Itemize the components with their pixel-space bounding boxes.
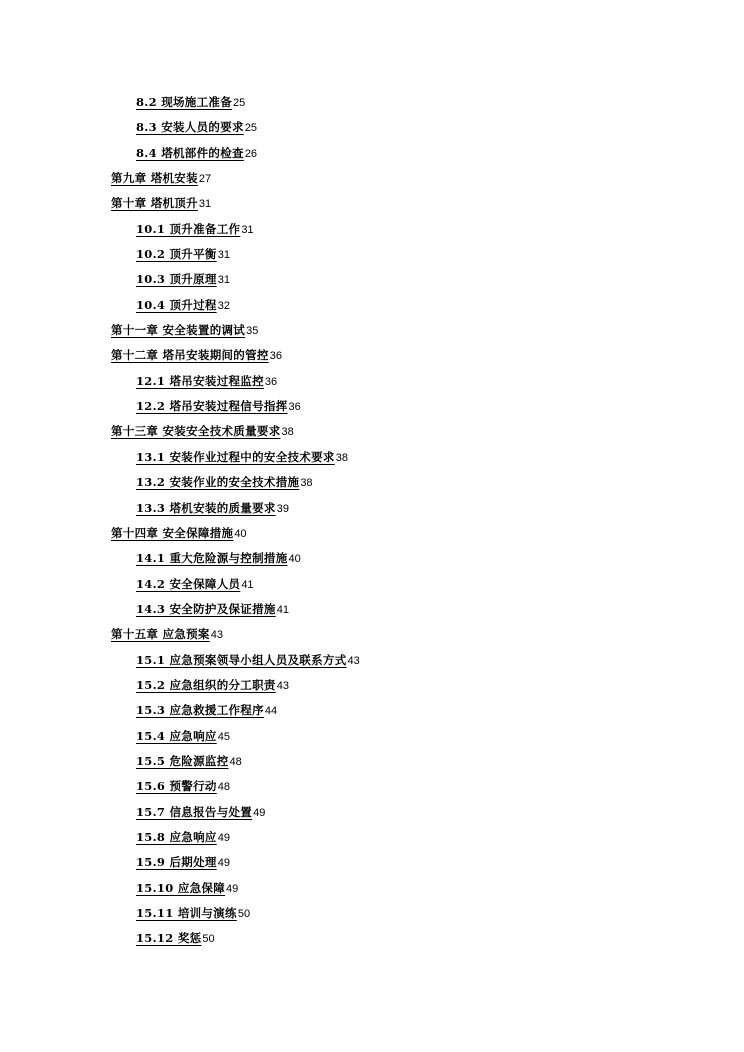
toc-page-number: 36	[264, 375, 278, 388]
toc-page-number: 49	[253, 806, 266, 819]
toc-entry-title: 13.3 塔机安装的质量要求	[136, 500, 276, 515]
toc-page-number: 48	[229, 755, 242, 768]
toc-entry-title: 10.2 顶升平衡	[136, 247, 217, 262]
toc-entry-title: 10.4 顶升过程	[136, 297, 217, 312]
toc-section-link[interactable]	[0, 599, 744, 624]
toc-section-link[interactable]	[0, 244, 744, 269]
toc-section-link[interactable]	[0, 143, 744, 168]
toc-section-link[interactable]	[0, 650, 744, 675]
toc-entry-title: 15.3 应急救援工作程序	[136, 703, 264, 718]
toc-chapter-link[interactable]	[0, 168, 744, 193]
toc-page-number: 25	[244, 122, 258, 135]
toc-entry-title: 13.1 安装作业过程中的安全技术要求	[136, 449, 335, 464]
toc-section-link[interactable]	[0, 802, 744, 827]
toc-section-link[interactable]	[0, 371, 744, 396]
toc-page-number: 26	[244, 147, 258, 160]
toc-page-number: 41	[276, 603, 289, 616]
toc-chapter-link[interactable]	[0, 320, 744, 345]
toc-page-number: 38	[335, 451, 348, 464]
toc-entry-title: 12.1 塔吊安装过程监控	[136, 373, 264, 388]
toc-entry-title: 第十三章 安装安全技术质量要求	[111, 424, 281, 439]
toc-entry-title: 15.8 应急响应	[136, 829, 217, 844]
toc-page-number: 43	[347, 654, 360, 667]
toc-page-number: 48	[217, 781, 230, 794]
toc-entry-title: 10.1 顶升准备工作	[136, 221, 241, 236]
toc-page-number: 50	[202, 933, 215, 946]
toc-section-link[interactable]	[0, 396, 744, 421]
toc-page-number: 38	[300, 477, 313, 490]
toc-entry-title: 8.4 塔机部件的检查	[136, 145, 244, 160]
toc-page-number: 38	[281, 426, 294, 439]
toc-page-number: 39	[276, 502, 289, 515]
toc-entry-title: 15.12 奖惩	[136, 931, 202, 946]
toc-entry-title: 第十一章 安全装置的调试	[111, 323, 246, 338]
toc-page-number: 31	[198, 198, 212, 211]
toc-entry-title: 15.10 应急保障	[136, 880, 226, 895]
toc-section-link[interactable]	[0, 92, 744, 117]
toc-section-link[interactable]	[0, 878, 744, 903]
toc-section-link[interactable]	[0, 295, 744, 320]
toc-page-number: 49	[217, 857, 230, 870]
toc-page-number: 49	[226, 882, 239, 895]
toc-entry-title: 12.2 塔吊安装过程信号指挥	[136, 399, 288, 414]
toc-entry-title: 10.3 顶升原理	[136, 272, 217, 287]
toc-chapter-link[interactable]	[0, 421, 744, 446]
toc-page-number: 40	[288, 553, 301, 566]
toc-section-link[interactable]	[0, 269, 744, 294]
toc-entry-title: 14.1 重大危险源与控制措施	[136, 551, 288, 566]
toc-section-link[interactable]	[0, 498, 744, 523]
table-of-contents	[0, 92, 744, 954]
toc-page-number: 50	[237, 908, 251, 920]
toc-section-link[interactable]	[0, 700, 744, 725]
toc-section-link[interactable]	[0, 574, 744, 599]
toc-page-number: 49	[217, 831, 230, 844]
toc-section-link[interactable]	[0, 776, 744, 801]
toc-section-link[interactable]	[0, 117, 744, 142]
toc-entry-title: 第十四章 安全保障措施	[111, 525, 234, 540]
toc-section-link[interactable]	[0, 675, 744, 700]
toc-section-link[interactable]	[0, 219, 744, 244]
toc-entry-title: 15.2 应急组织的分工职责	[136, 677, 276, 692]
toc-page-number: 27	[198, 173, 212, 186]
toc-entry-title: 14.2 安全保障人员	[136, 576, 241, 591]
toc-page-number: 32	[217, 299, 230, 312]
toc-page-number: 41	[241, 578, 254, 591]
toc-page-number: 36	[288, 401, 301, 414]
toc-entry-title: 第十五章 应急预案	[111, 627, 210, 642]
toc-page-number: 43	[210, 629, 223, 642]
toc-section-link[interactable]	[0, 827, 744, 852]
toc-entry-title: 14.3 安全防护及保证措施	[136, 601, 276, 616]
toc-chapter-link[interactable]	[0, 193, 744, 218]
toc-section-link[interactable]	[0, 928, 744, 953]
toc-section-link[interactable]	[0, 726, 744, 751]
toc-page-number: 45	[217, 730, 230, 743]
toc-entry-title: 15.1 应急预案领导小组人员及联系方式	[136, 652, 347, 667]
toc-entry-title: 15.5 危险源监控	[136, 753, 229, 768]
toc-page-number: 44	[264, 705, 278, 718]
toc-entry-title: 15.6 预警行动	[136, 779, 217, 794]
toc-entry-title: 15.11 培训与演练	[136, 906, 237, 920]
toc-entry-title: 15.7 信息报告与处置	[136, 804, 253, 819]
toc-entry-title: 第九章 塔机安装	[111, 171, 198, 186]
toc-page-number: 25	[233, 97, 246, 109]
toc-entry-title: 8.2 现场施工准备	[136, 95, 233, 109]
toc-page-number: 31	[241, 223, 254, 236]
toc-entry-title: 13.2 安装作业的安全技术措施	[136, 475, 300, 490]
toc-entry-title: 15.9 后期处理	[136, 855, 217, 870]
toc-chapter-link[interactable]	[0, 624, 744, 649]
toc-section-link[interactable]	[0, 548, 744, 573]
toc-page-number: 40	[234, 527, 247, 540]
toc-page-number: 31	[217, 274, 230, 287]
toc-entry-title: 15.4 应急响应	[136, 728, 217, 743]
toc-page-number: 31	[217, 249, 230, 262]
toc-section-link[interactable]	[0, 472, 744, 497]
toc-entry-title: 第十章 塔机顶升	[111, 196, 198, 211]
toc-entry-title: 第十二章 塔吊安装期间的管控	[111, 348, 269, 363]
toc-page-number: 36	[269, 350, 282, 363]
toc-section-link[interactable]	[0, 751, 744, 776]
toc-section-link[interactable]	[0, 903, 744, 928]
toc-page-number: 35	[246, 325, 259, 338]
toc-section-link[interactable]	[0, 852, 744, 877]
toc-section-link[interactable]	[0, 447, 744, 472]
toc-page-number: 43	[276, 679, 289, 692]
toc-chapter-link[interactable]	[0, 523, 744, 548]
toc-entry-title: 8.3 安装人员的要求	[136, 120, 244, 135]
toc-chapter-link[interactable]	[0, 345, 744, 370]
